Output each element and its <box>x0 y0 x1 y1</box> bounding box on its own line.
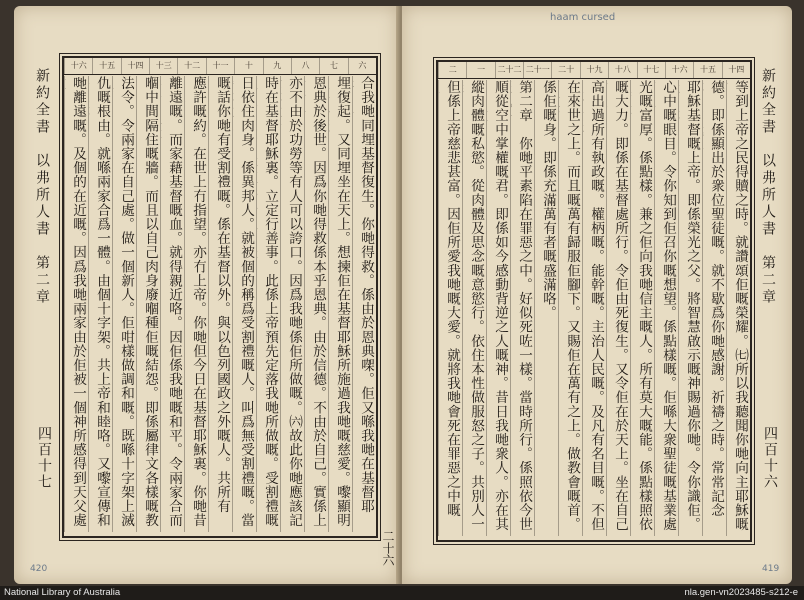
text-column: 應許嘅約。在世上冇指望。亦冇上帝。你哋但今日在基督耶穌裏。你哋昔 <box>184 76 208 532</box>
text-column: 順從空中掌權嘅君。即係如今感動背逆之人嘅神。昔日我哋衆人。亦在其 <box>486 80 510 536</box>
left-text-frame <box>62 56 378 538</box>
column-number: 一 <box>466 62 494 78</box>
left-page <box>14 6 398 584</box>
pencil-note-left: 420 <box>30 564 48 574</box>
column-number: 十一 <box>206 58 234 74</box>
column-number: 十九 <box>580 62 608 78</box>
text-column: 縱肉體嘅私慾。從肉體及思念嘅意慾行。依住本性做服怒之子。共別人一 <box>462 80 486 536</box>
column-number: 二 <box>438 62 466 78</box>
column-number: 十六 <box>665 62 693 78</box>
column-number: 九 <box>263 58 291 74</box>
text-column: 法令。令兩家在自己處。做一個新人。佢咁樣做調和嘅。既喺十字架上滅 <box>112 76 136 532</box>
text-column: 仇嘅根由。就喺兩家合爲一體。由個十字架。共上帝和睦咯。又嚟宣傳和 <box>88 76 112 532</box>
column-number: 十三 <box>149 58 177 74</box>
column-number: 六 <box>348 58 376 74</box>
column-number: 二十一 <box>523 62 551 78</box>
right-text-frame <box>436 60 752 542</box>
text-column: 合我哋同埋基督復生。你哋得救。係由於恩典㗎。佢又喺我哋在基督耶 <box>352 76 376 532</box>
text-column: 係佢嘅身。即係充滿萬有者嘅盛滿咯。 <box>534 80 558 536</box>
text-column: 心中嘅眼目。令你知到佢召你嘅想望。係點樣嘅。佢喺大衆聖徒嘅基業處 <box>654 80 678 536</box>
left-margin-title: 新約全書 以弗所人書 第二章 <box>34 68 50 306</box>
column-number: 十 <box>234 58 262 74</box>
column-number: 十五 <box>92 58 120 74</box>
column-number: 十六 <box>64 58 92 74</box>
left-text-columns <box>64 76 376 532</box>
pencil-note-top: haam cursed <box>550 12 616 23</box>
footer-bar <box>0 586 804 600</box>
right-column-numbers <box>438 62 750 79</box>
left-page-number: 四百十七 <box>36 426 52 490</box>
text-column: 高出過所有執政嘅。權柄嘅。能幹嘅。主治人民嘅。及凡有名目嘅。不但 <box>582 80 606 536</box>
text-column: 但係上帝慈悲甚富。因佢所愛我哋嘅大愛。就將我哋會死在罪惡之中嘅 <box>438 80 462 536</box>
column-number: 八 <box>291 58 319 74</box>
text-column: 日依住肉身。係異邦人。就被個的稱爲受割禮嘅人。叫爲無受割禮嘅。當 <box>232 76 256 532</box>
column-number: 十四 <box>121 58 149 74</box>
right-text-columns <box>438 80 750 536</box>
text-column: 時在基督耶穌裏。立定行善事。此係上帝預先定落我哋所做嘅。受割禮嘅 <box>256 76 280 532</box>
text-column: 哋離遠嘅。及個的在近嘅。因爲我哋兩家由於佢被一個神所感得到天父處 <box>64 76 88 532</box>
text-column: 德。即係顯出於衆位聖徒嘅。就不歇爲你哋感謝。祈禱之時。常常記念 <box>702 80 726 536</box>
text-column: 埋復起。又同埋坐在天上。想揀佢在基督耶穌所施過我哋嘅慈愛。嚟顯明 <box>328 76 352 532</box>
pencil-note-right: 419 <box>762 564 780 574</box>
text-column: 嗰中間隔住嘅牆。而且以自己肉身廢嗰種佢嘅結怨。即係屬律文各樣嘅教 <box>136 76 160 532</box>
text-column: 耶穌基督嘅上帝。即係榮光之父。將智慧啟示嘅神賜過你哋。令你識佢。 <box>678 80 702 536</box>
left-column-numbers <box>64 58 376 75</box>
column-number: 十四 <box>722 62 750 78</box>
column-number: 十七 <box>637 62 665 78</box>
column-number: 十八 <box>608 62 636 78</box>
gutter-mark: 二十六 <box>381 530 395 566</box>
text-column: 離遠嘅。而家藉基督嘅血。就得親近咯。因佢係我哋嘅和平。令兩家合而 <box>160 76 184 532</box>
column-number: 七 <box>319 58 347 74</box>
text-column: 嘅話你哋有受割禮嘅。係在基督以外。與以色列國政之外嘅人。共所有 <box>208 76 232 532</box>
text-column: 光嘅富厚。係點樣。兼之佢向我哋信主嘅人。所有莫大嘅能。係點樣照依 <box>630 80 654 536</box>
text-column: 嘅大力。即係在基督處所行。令佢由死復生。又令佢在於天上。坐在自己 <box>606 80 630 536</box>
text-column: 在來世之上。而且嘅萬有歸服佢腳下。又賜佢在萬有之上。做教會嘅首。 <box>558 80 582 536</box>
column-number: 二十二 <box>495 62 523 78</box>
text-column: 第二章 你哋平素陷在罪惡之中。好似死咗一樣。當時所行。係照依今世 <box>510 80 534 536</box>
right-page <box>402 6 792 584</box>
right-page-number: 四百十六 <box>762 426 778 490</box>
footer-item-id: nla.gen-vn2023485-s212-e <box>684 587 798 598</box>
column-number: 二十 <box>551 62 579 78</box>
column-number: 十二 <box>177 58 205 74</box>
text-column: 亦不由於功勞等有人可以誇口。因爲我哋係佢所做嘅。㈥故此你哋應該記 <box>280 76 304 532</box>
footer-library-name: National Library of Australia <box>4 587 121 598</box>
text-column: 等到上帝之民得贖之時。就讚頌佢嘅榮耀。㈦所以我聽聞你哋向主耶穌嘅 <box>726 80 750 536</box>
column-number: 十五 <box>693 62 721 78</box>
text-column: 恩典於後世。因爲你哋得救係本乎恩典。由於信德。不由於自己。實係上 <box>304 76 328 532</box>
right-margin-title: 新約全書 以弗所人書 第二章 <box>760 68 776 306</box>
